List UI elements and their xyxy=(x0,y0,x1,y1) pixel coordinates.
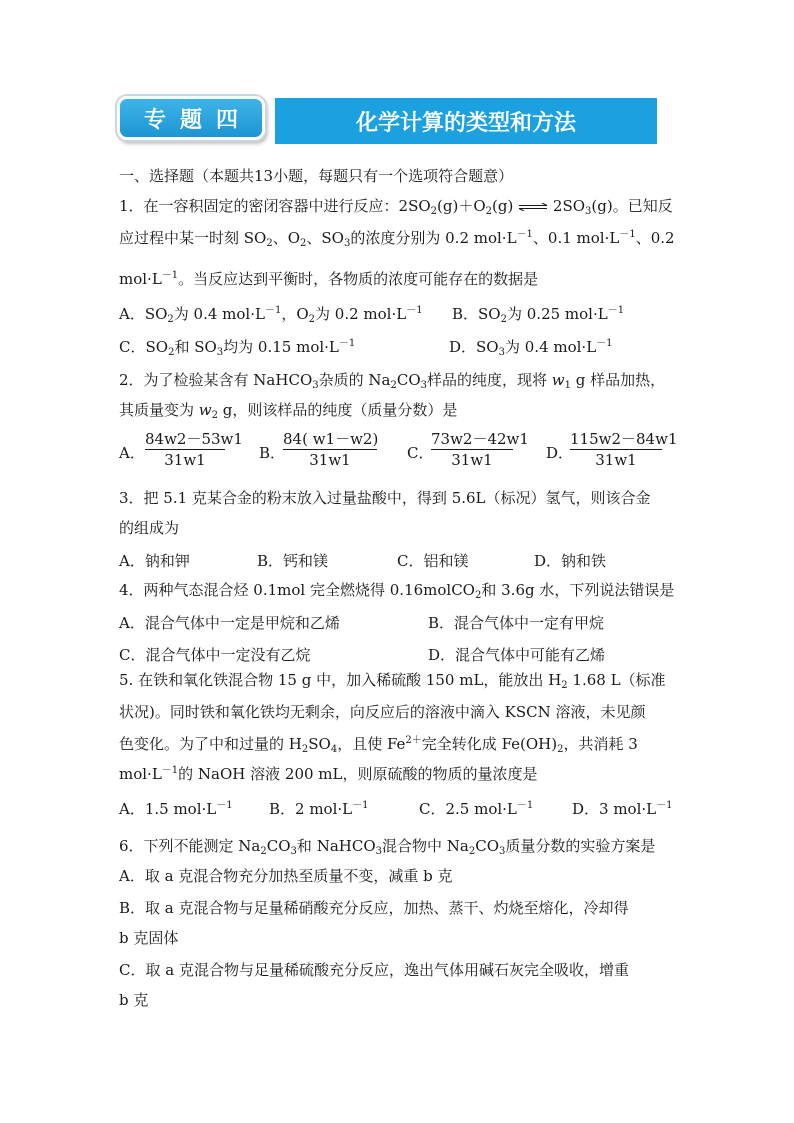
q6-option-b-line-1: B．取 a 克混合物与足量稀硝酸充分反应，加热、蒸干、灼烧至熔化，冷却得 xyxy=(119,899,629,917)
q6-option-c-line-2: b 克 xyxy=(119,991,149,1009)
q1-option-b: B．$SO_2$为 0.25 $mol\cdot L^{-1}$ xyxy=(452,305,625,325)
q2-line-2: 其质量变为 $w_2$ g，则该样品的纯度（质量分数）是 xyxy=(119,401,458,421)
q2-option-d-fraction: 115w2－84w1 31w1 xyxy=(570,430,678,469)
q3-line-2: 的组成为 xyxy=(119,519,180,537)
q2-option-a-fraction: 84w2－53w1 31w1 xyxy=(145,430,243,469)
q4-option-c: C．混合气体中一定没有乙烷 xyxy=(119,646,311,664)
q5-line-4: $mol\cdot L^{-1}$的 NaOH 溶液 200 mL，则原硫酸的物质的量浓度是 xyxy=(119,765,538,783)
q6-option-a: A．取 a 克混合物充分加热至质量不变，减重 b 克 xyxy=(119,867,453,885)
q1-line-3: $mol\cdot L^{-1}$。当反应达到平衡时，各物质的浓度可能存在的数据是 xyxy=(119,270,539,288)
chapter-banner xyxy=(117,96,657,144)
q3-option-c: C．铝和镁 xyxy=(397,552,469,570)
q2-option-c-fraction: 73w2－42w1 31w1 xyxy=(431,430,529,469)
q6-line-1: 6．下列不能测定 $Na_2CO_3$和 NaHCO$_3$混合物中 $Na_2CO_3$质量分数的实验方案是 xyxy=(119,837,656,857)
q2-option-d-label: D． xyxy=(546,444,574,462)
q3-option-b: B．钙和镁 xyxy=(257,552,329,570)
q2-option-c-label: C． xyxy=(407,444,434,462)
q5-option-c: C．2.5 $mol\cdot L^{-1}$ xyxy=(419,800,534,818)
q2-option-a-label: A． xyxy=(119,444,145,462)
q5-line-3: 色变化。为了中和过量的 $H_2SO_4$，且使 $Fe^{2+}$完全转化成 $Fe(OH)_2$，共消耗 3 xyxy=(119,735,638,755)
q5-option-a: A．1.5 $mol\cdot L^{-1}$ xyxy=(119,800,233,818)
q2-line-1: 2．为了检验某含有 NaHCO$_3$杂质的 $Na_2CO_3$样品的纯度，现将 $w_1$ g 样品加热， xyxy=(119,371,666,391)
q1-option-c: C．$SO_2$和 $SO_3$均为 0.15 $mol\cdot L^{-1}$ xyxy=(119,338,356,358)
q5-line-2: 状况)。同时铁和氧化铁均无剩余，向反应后的溶液中滴入 KSCN 溶液，未见颜 xyxy=(119,703,646,721)
q4-line-1: 4．两种气态混合烃 0.1mol 完全燃烧得 0.16molCO$_2$和 3.6g 水，下列说法错误是 xyxy=(119,581,675,601)
q1-option-a: A．$SO_2$为 0.4 $mol\cdot L^{-1}$，$O_2$为 0.2 $mol\cdot L^{-1}$ xyxy=(119,305,423,325)
q5-option-b: B．2 $mol\cdot L^{-1}$ xyxy=(269,800,369,818)
q3-option-d: D．钠和铁 xyxy=(534,552,607,570)
q2-option-b-label: B． xyxy=(259,444,286,462)
q3-option-a: A．钠和钾 xyxy=(119,552,190,570)
q6-option-b-line-2: b 克固体 xyxy=(119,929,179,947)
q2-option-b-fraction: 84( w1－w2) 31w1 xyxy=(283,430,379,469)
q6-option-c-line-1: C．取 a 克混合物与足量稀硫酸充分反应，逸出气体用碱石灰完全吸收，增重 xyxy=(119,961,629,979)
q4-option-b: B．混合气体中一定有甲烷 xyxy=(428,614,605,632)
q5-option-d: D．3 $mol\cdot L^{-1}$ xyxy=(572,800,673,818)
q1-line-1: 1．在一容积固定的密闭容器中进行反应：$2SO_2(g)+O_2(g)$ $2SO_3(g)$。已知反 xyxy=(119,197,673,217)
equilibrium-arrow-icon xyxy=(518,203,548,211)
q3-line-1: 3．把 5.1 克某合金的粉末放入过量盐酸中，得到 5.6L（标况）氢气，则该合金 xyxy=(119,489,651,507)
chapter-title: 化学计算的类型和方法 xyxy=(275,98,657,144)
q1-line-2: 应过程中某一时刻 $SO_2$、$O_2$、$SO_3$的浓度分别为 0.2 $mol\cdot L^{-1}$、0.1 $mol\cdot L^{-1}$、0.2 xyxy=(119,229,675,249)
q4-option-d: D．混合气体中可能有乙烯 xyxy=(428,646,606,664)
q1-option-d: D．$SO_3$为 0.4 $mol\cdot L^{-1}$ xyxy=(449,338,613,358)
q5-line-1: 5. 在铁和氧化铁混合物 15 g 中，加入稀硫酸 150 mL，能放出 $H_2$ 1.68 L（标准 xyxy=(119,671,666,691)
q4-option-a: A．混合气体中一定是甲烷和乙烯 xyxy=(119,614,340,632)
section-heading: 一、选择题（本题共13小题，每题只有一个选项符合题意） xyxy=(119,167,514,185)
chapter-badge: 专题四 xyxy=(117,96,265,140)
